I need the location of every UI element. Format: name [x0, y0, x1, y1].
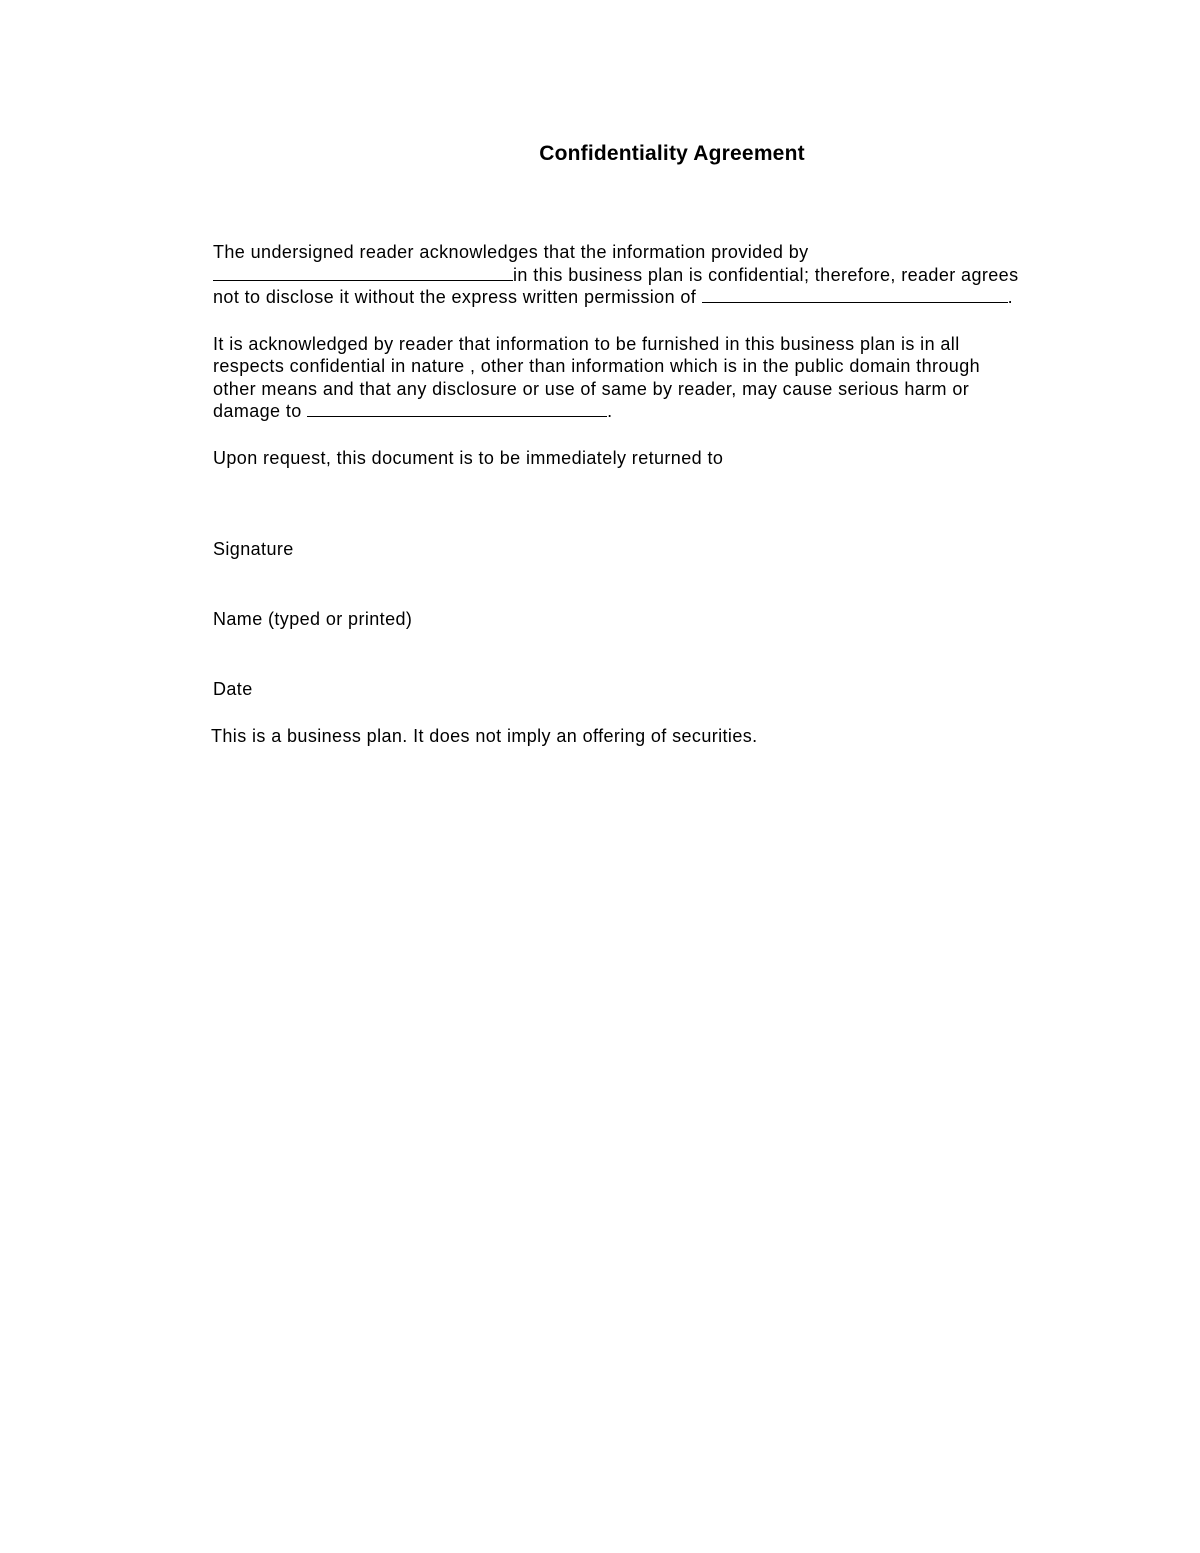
fill-in-blank-provider[interactable]: [213, 264, 513, 281]
paragraph-line: [213, 264, 1105, 287]
paragraph-line: [213, 400, 1105, 423]
document-title: Confidentiality Agreement: [539, 142, 805, 165]
paragraph-line: It is acknowledged by reader that information to be furnished in this business plan is in all: [213, 333, 960, 354]
paragraph-text: damage to: [213, 401, 308, 421]
paragraph-text: in this business plan is confidential; therefore, reader agrees: [513, 264, 1019, 285]
paragraph-text: .: [1007, 287, 1014, 307]
paragraph-line: [213, 286, 1105, 309]
date-label: Date: [213, 679, 253, 699]
name-label: Name (typed or printed): [213, 609, 413, 629]
document-body: [213, 241, 1105, 469]
paragraph-line: other means and that any disclosure or use of same by reader, may cause serious harm or: [213, 378, 970, 399]
paragraph-return: Upon request, this document is to be immediately returned to: [213, 447, 724, 468]
signature-label: Signature: [213, 539, 294, 559]
fill-in-blank-damage[interactable]: [307, 400, 607, 417]
paragraph-disclosure: [213, 241, 1105, 309]
footer-disclaimer: This is a business plan. It does not imply an offering of securities.: [211, 726, 758, 746]
paragraph-line: respects confidential in nature , other than information which is in the public domain through: [213, 356, 981, 376]
paragraph-text: not to disclose it without the express written permission of: [213, 287, 702, 307]
paragraph-line: The undersigned reader acknowledges that the information provided by: [213, 242, 809, 262]
paragraph-acknowledgement: [213, 333, 1105, 423]
fill-in-blank-permission[interactable]: [702, 286, 1008, 303]
paragraph-text: .: [607, 401, 613, 421]
